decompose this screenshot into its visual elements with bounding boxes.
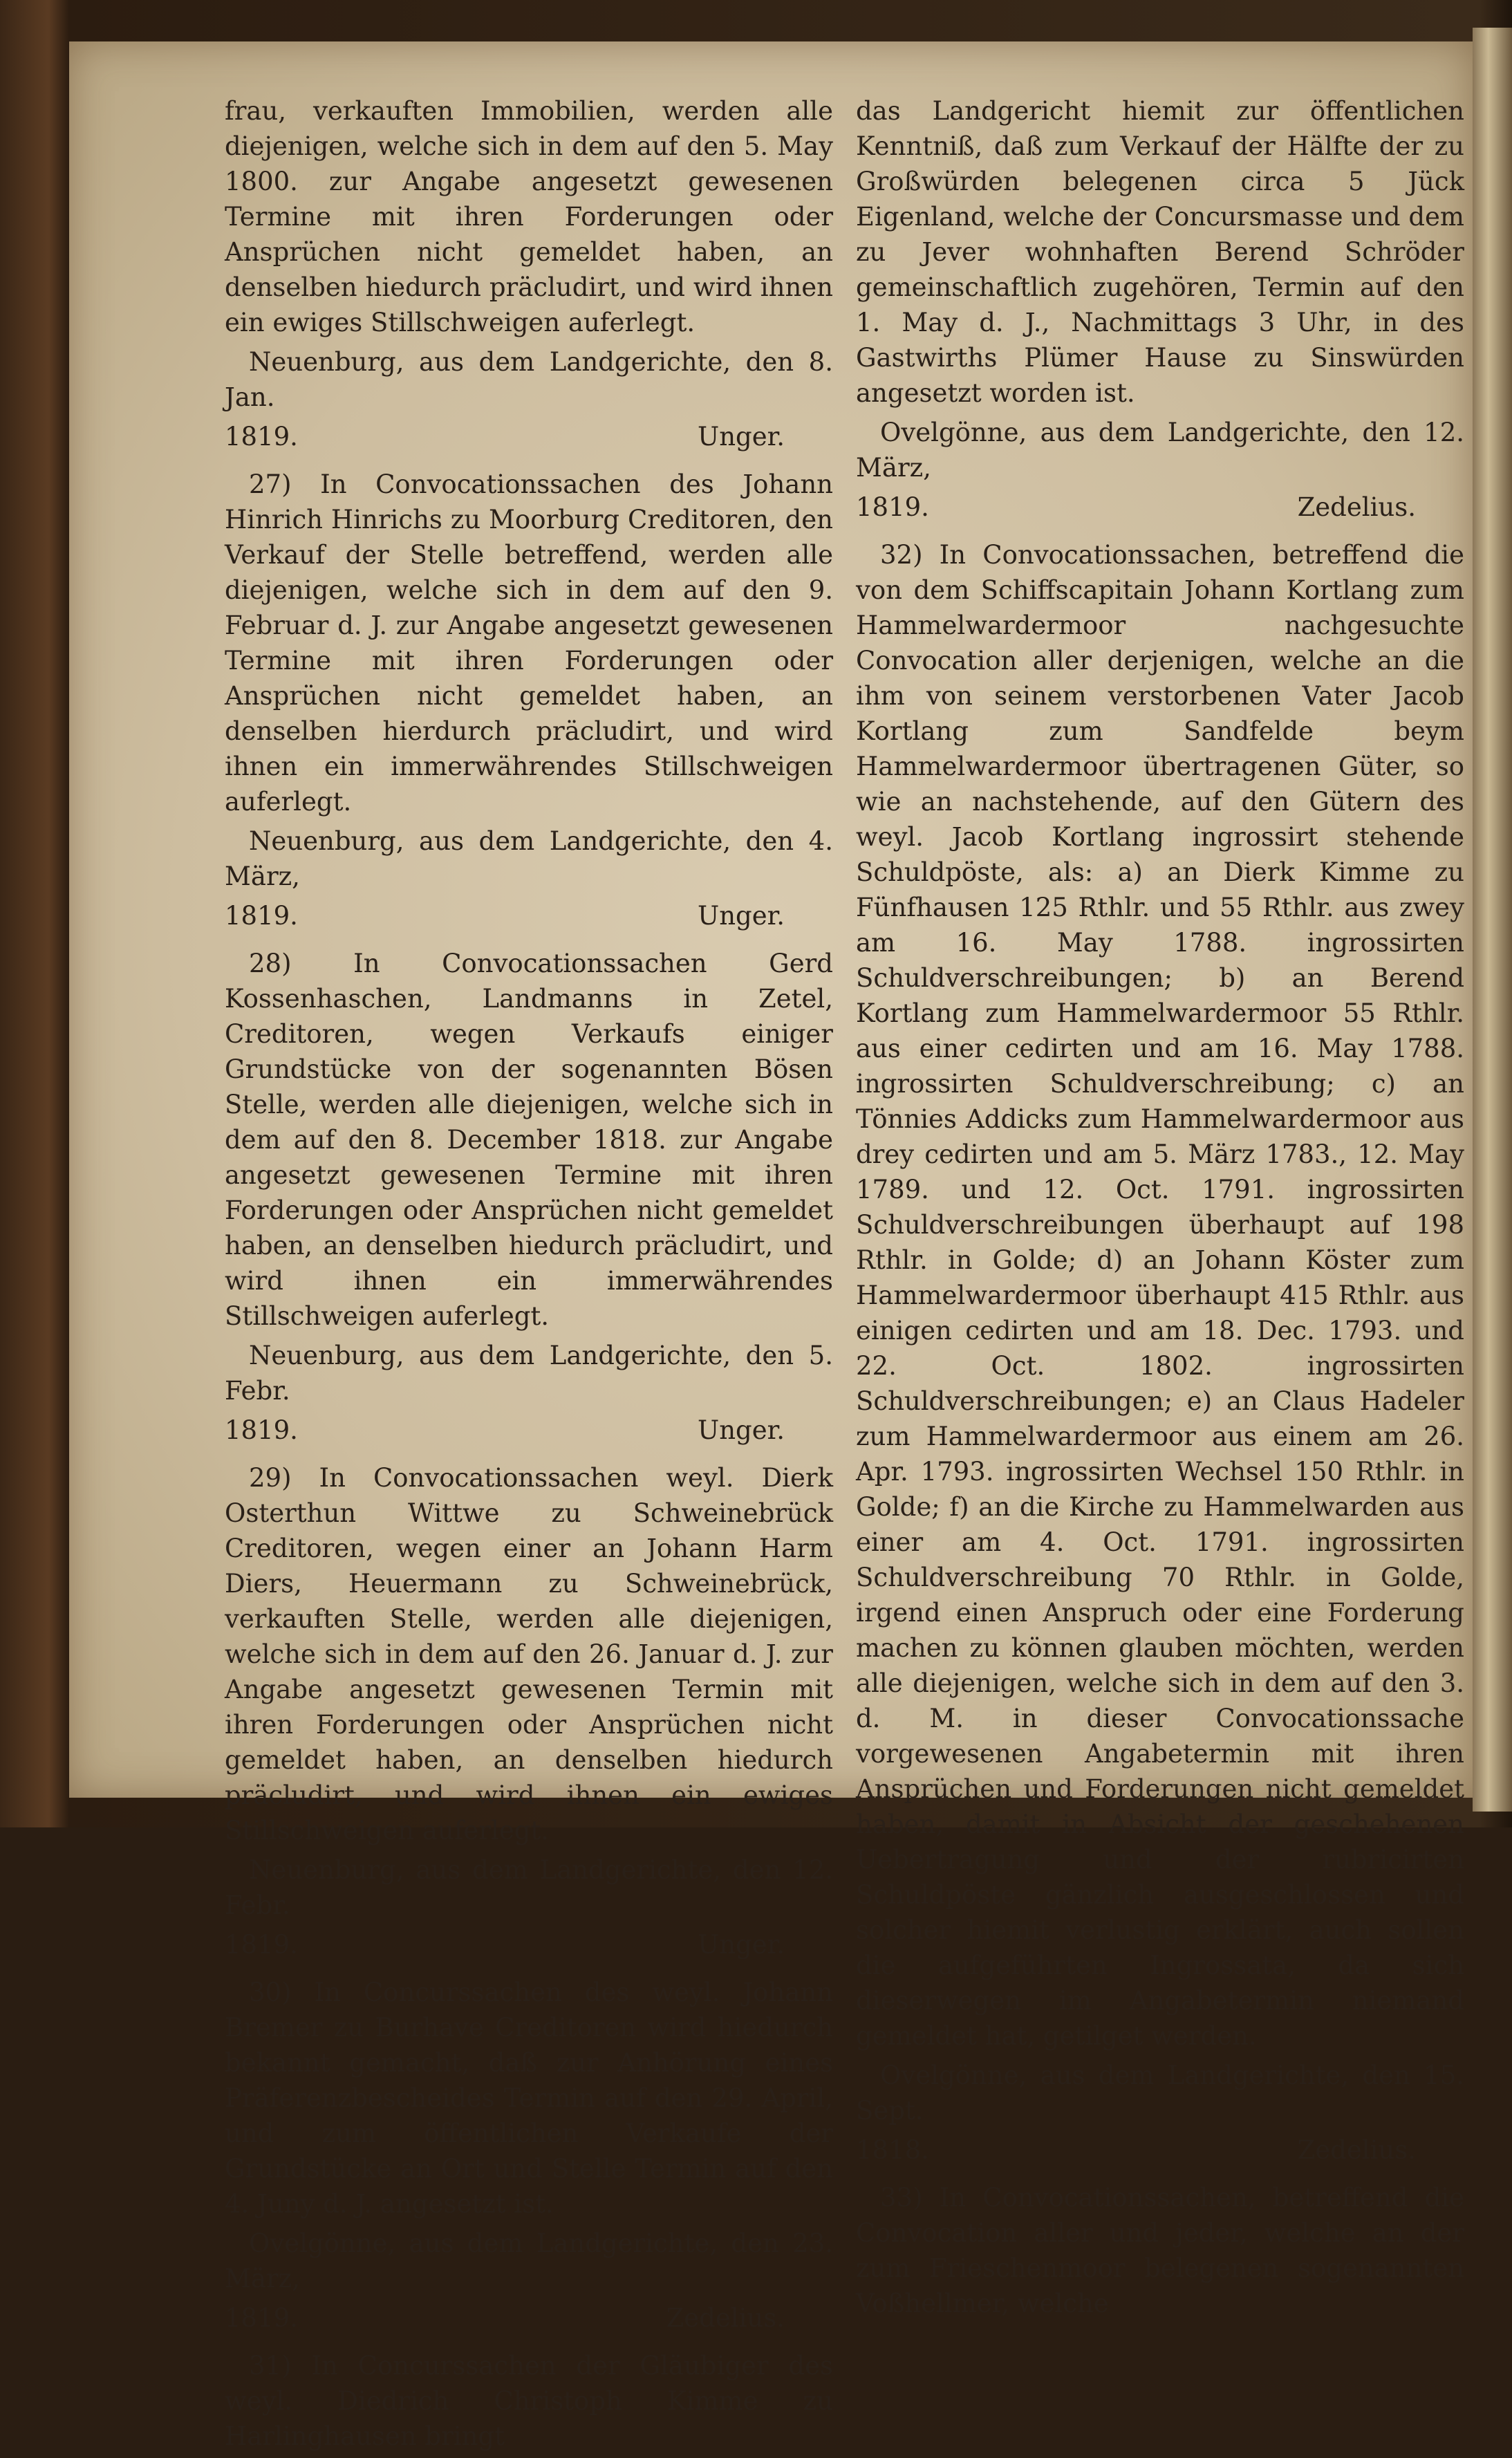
signature-block (856, 2058, 1464, 2168)
signature-name: Zedelius. (666, 2303, 785, 2333)
right-column (856, 93, 1464, 2325)
left-column (225, 93, 833, 2458)
signature-place-date: Neuenburg, aus dem Landgerichte, den 12. Febr. (225, 1855, 833, 1920)
signature-row (225, 1927, 833, 1962)
signature-place-date: Neuenburg, aus dem Landgerichte, den 5. Febr. (225, 1341, 833, 1406)
signature-year: 1819. (225, 1415, 298, 1445)
signature-name: Unger. (698, 901, 785, 931)
signature-row (225, 898, 833, 933)
signature-name: Zedelius. (1297, 492, 1416, 522)
signature-place-date: Ovelgönne, aus dem Landgerichte, den 12. März, (856, 418, 1464, 483)
signature-year: 1819. (225, 901, 298, 931)
signature-place-date: Neuenburg, aus dem Landgerichte, den 8. Jan. (225, 347, 833, 412)
notice-paragraph: 29) In Convocationssachen weyl. Dierk Osterthun Wittwe zu Schweinebrück Creditoren, wegen einer an Johann Harm Diers, Heuermann zu Schweinebrück, verkauften Stelle, werden alle diejenigen, welche sich in dem auf den 26. Januar d. J. zur Angabe angesetzt gewesenen Termin mit ihren Forderungen oder Ansprüchen nicht gemeldet haben, an denselben hiedurch präcludirt, und wird ihnen ein ewiges Stillschweigen auferlegt. (225, 1463, 833, 1845)
signature-name: Unger. (698, 1415, 785, 1445)
signature-place-date: Ovelgönne, aus dem Landgerichte, den 15. Sept. (856, 2060, 1464, 2125)
notice-paragraph: 27) In Convocationssachen des Johann Hinrich Hinrichs zu Moorburg Creditoren, den Verkauf der Stelle betreffend, werden alle diejenigen, welche sich in dem auf den 9. Februar d. J. zur Angabe angesetzt gewesenen Termine mit ihren Forderungen oder Ansprüchen nicht gemeldet haben, an denselben hierdurch präcludirt, und wird ihnen ein immerwährendes Stillschweigen auferlegt. (225, 469, 833, 817)
signature-year: 1819. (856, 492, 929, 522)
signature-year: 1819. (225, 422, 298, 451)
signature-block (856, 415, 1464, 525)
signature-year: 1819. (225, 2303, 298, 2333)
notice-paragraph: 30) In Concurssachen des weyl. Johann Bremer zu Burhave Creditoren wird hiedurch bekannt gemacht, daß zur Anhörung eines Präferenzbescheides Termin auf den 29. April, und zum öffentlichen Verkaufe der Grundstücke an Ort und Stelle Termin auf den 4. Juny d. J. angesetzt ist. (225, 1977, 833, 2219)
signature-block (225, 1852, 833, 1962)
continued-paragraph: frau, verkauften Immobilien, werden alle diejenigen, welche sich in dem auf den 5. May 1800. zur Angabe angesetzt gewesenen Termine mit ihren Forderungen oder Ansprüchen nicht gemeldet haben, an denselben hiedurch präcludirt, und wird ihnen ein ewiges Stillschweigen auferlegt. (225, 96, 833, 337)
signature-row (856, 490, 1464, 525)
signature-year: 1818. (856, 2135, 929, 2165)
signature-place-date: Neuenburg, aus dem Landgerichte, den 4. März, (225, 826, 833, 891)
signature-row (856, 2132, 1464, 2168)
signature-block (225, 344, 833, 454)
notice-paragraph: 32) In Convocationssachen, betreffend die von dem Schiffscapitain Johann Kortlang zum Hammelwardermoor nachgesuchte Convocation aller derjenigen, welche an die ihm von seinem verstorbenen Vater Jacob Kortlang zum Sandfelde beym Hammelwardermoor übertragenen Güter, so wie an nachstehende, auf den Gütern des weyl. Jacob Kortlang ingrossirt stehende Schuldpöste, als: a) an Dierk Kimme zu Fünfhausen 125 Rthlr. und 55 Rthlr. aus zwey am 16. May 1788. ingrossirten Schuldverschreibungen; b) an Berend Kortlang zum Hammelwardermoor 55 Rthlr. aus einer cedirten und am 16. May 1788. ingrossirten Schuldverschreibung; c) an Tönnies Addicks zum Hammelwardermoor aus drey cedirten und am 5. März 1783., 12. May 1789. und 12. Oct. 1791. ingrossirten Schuldverschreibungen überhaupt auf 198 Rthlr. in Golde; d) an Johann Köster zum Hammelwardermoor überhaupt 415 Rthlr. aus einigen cedirten und am 18. Dec. 1793. und 22. Oct. 1802. ingrossirten Schuldverschreibungen; e) an Claus Hadeler zum Hammelwardermoor aus einem am 26. Apr. 1793. ingrossirten Wechsel 150 Rthlr. in Golde; f) an die Kirche zu Hammelwarden aus einer am 4. Oct. 1791. ingrossirten Schuldverschreibung 70 Rthlr. in Golde, irgend einen Anspruch oder eine Forderung machen zu können glauben möchten, werden alle diejenigen, welche sich in dem auf den 3. d. M. in dieser Convocationssache vorgewesenen Angabetermin mit ihren Ansprüchen und Forderungen nicht gemeldet haben, damit in Absicht der geschehenen Uebertragung und der rubricirten Schuldpöste gänzlich ausgeschlossen und solcher hiemit verlustig erklärt, auch sollen die aufgeführten Ingrossata, da sich dieserwegen im Angabetermin niemand gemeldet hat, getilget werden. (856, 540, 1464, 2051)
signature-block (225, 2226, 833, 2336)
signature-row (225, 2300, 833, 2336)
signature-name: Zedelius. (1297, 2135, 1416, 2165)
facing-page-edge (1473, 28, 1512, 1812)
signature-block (225, 1338, 833, 1448)
signature-row (225, 1413, 833, 1448)
signature-row (225, 419, 833, 454)
notice-paragraph: 28) In Convocationssachen Gerd Kossenhaschen, Landmanns in Zetel, Creditoren, wegen Verkaufs einiger Grundstücke von der sogenannten Bösen Stelle, werden alle diejenigen, welche sich in dem auf den 8. December 1818. zur Angabe angesetzt gewesenen Termine mit ihren Forderungen oder Ansprüchen nicht gemeldet haben, an denselben hiedurch präcludirt, und wird ihnen ein immerwährendes Stillschweigen auferlegt. (225, 949, 833, 1331)
signature-name: Unger. (698, 1930, 785, 1959)
notice-paragraph: 33) In Convocationssachen, betreffend die Convocation aller und jeder, welche an der zum Frieschenmoor belegenen sogenannten Voßhellmer, welche (856, 2183, 1464, 2318)
continued-paragraph: das Landgericht hiemit zur öffentlichen Kenntniß, daß zum Verkauf der Hälfte der zu Großwürden belegenen circa 5 Jück Eigenland, welche der Concursmasse und dem zu Jever wohnhaften Berend Schröder gemeinschaftlich zugehören, Termin auf den 1. May d. J., Nachmittags 3 Uhr, in des Gastwirths Plümer Hause zu Sinswürden angesetzt worden ist. (856, 96, 1465, 408)
notice-paragraph: 31) In Concurssachen der Gläubiger des weyl. Diedrich Christoph Kimme zu Harlinghausen bringt (225, 2351, 833, 2451)
signature-year: 1819. (225, 1930, 298, 1959)
signature-name: Unger. (698, 422, 785, 451)
signature-place-date: Ovelgönne, aus dem Landgerichte, den 23. März, (225, 2228, 833, 2293)
signature-block (225, 823, 833, 933)
